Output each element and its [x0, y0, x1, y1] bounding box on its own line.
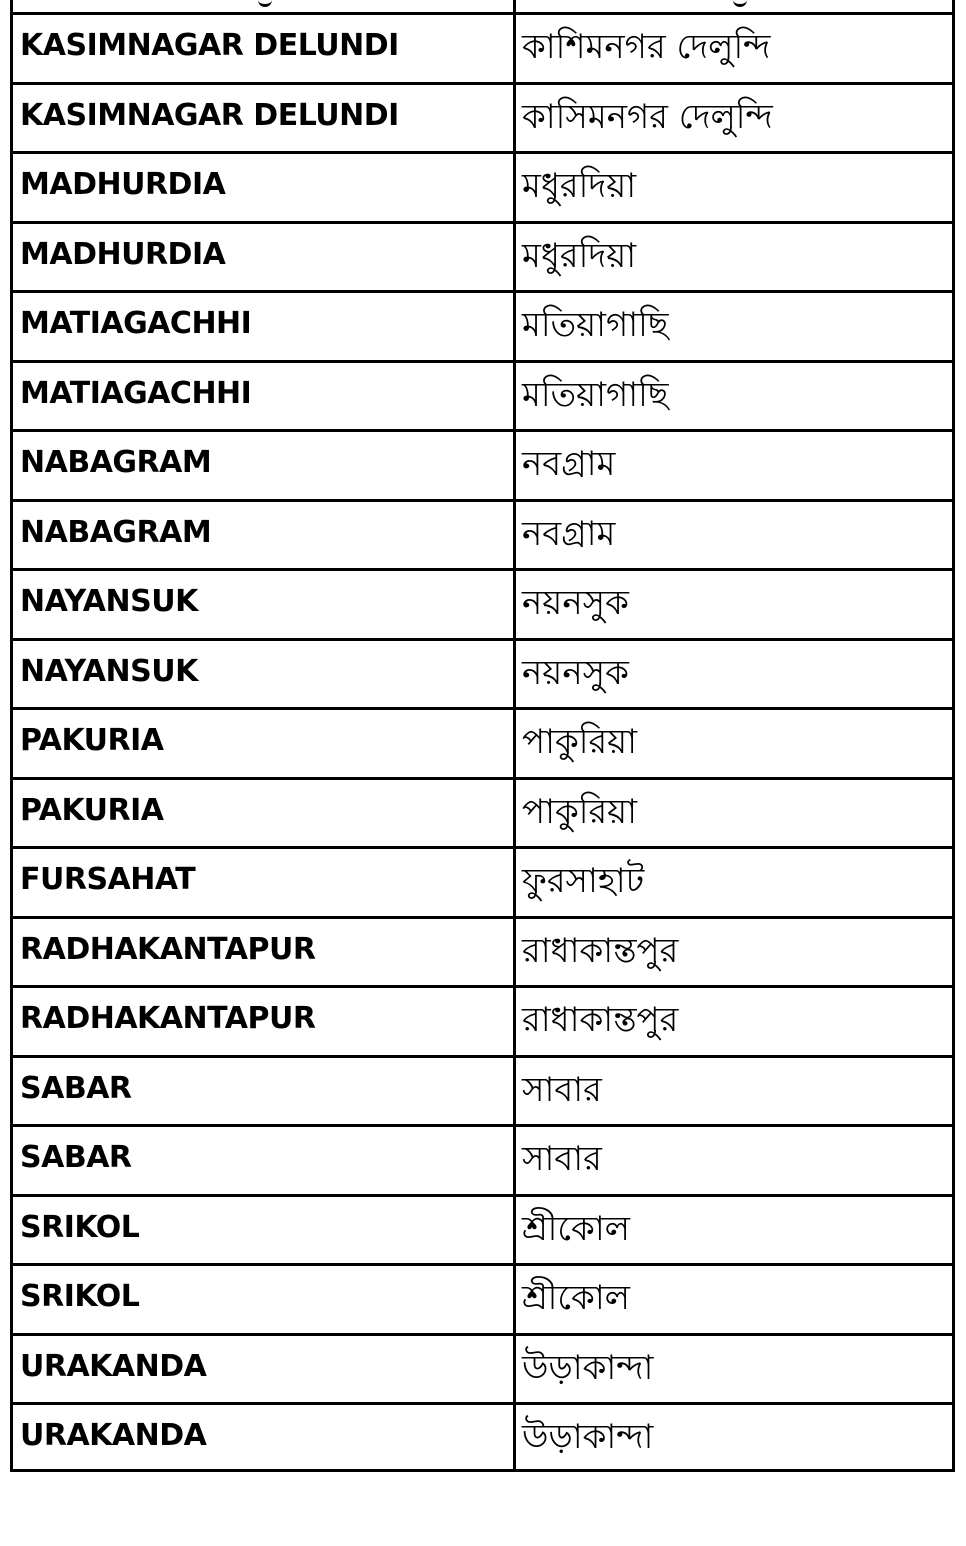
- english-name-cell: PAKURIA: [20, 792, 164, 828]
- bengali-name-cell: সাবার: [522, 1069, 602, 1110]
- table-row: [10, 985, 955, 1055]
- bengali-name-cell: উড়াকান্দা: [522, 1347, 654, 1388]
- english-name-cell: FURSAHAT: [20, 862, 196, 897]
- table-row: [10, 360, 955, 430]
- english-name-cell: MADHURDIA: [20, 236, 226, 272]
- table-row: [10, 1263, 955, 1333]
- table-row: [10, 151, 955, 221]
- bengali-name-cell: শ্রীকোল: [522, 1208, 631, 1249]
- english-name-cell: NAYANSUK: [20, 584, 198, 619]
- bengali-name-cell: মধুরদিয়া: [522, 166, 637, 206]
- english-name-cell: SABAR: [20, 1140, 132, 1175]
- english-name-cell: SRIKOL: [20, 1209, 140, 1245]
- bengali-name-cell: মতিয়াগাছি: [522, 305, 669, 345]
- bengali-name-cell: সাবার: [522, 1139, 602, 1179]
- english-name-cell: RADHAKANTAPUR: [20, 1001, 316, 1036]
- english-name-cell: MATIAGACHHI: [20, 306, 252, 341]
- english-name-cell: MATIAGACHHI: [20, 375, 252, 411]
- table-row: [10, 568, 955, 638]
- table-row: [10, 707, 955, 777]
- english-name-cell: KASIMNAGAR DELUNDI: [20, 28, 399, 63]
- bengali-name-cell: নয়নসুক: [522, 652, 629, 693]
- english-name-cell: NABAGRAM: [20, 445, 212, 480]
- bengali-name-cell: কাসিমনগর দেলুন্দি: [522, 96, 773, 137]
- bengali-name-cell: কাশিমনগর দেলুন্দি: [522, 27, 771, 67]
- table-row: [10, 638, 955, 708]
- bengali-name-cell: রাধাকান্তপুর: [522, 1000, 679, 1040]
- english-name-cell: NABAGRAM: [20, 514, 212, 550]
- english-name-cell: MADHURDIA: [20, 167, 226, 202]
- table-row: [10, 499, 955, 569]
- table-row: [10, 1124, 955, 1194]
- table-row: [10, 777, 955, 847]
- bengali-name-cell: নবগ্রাম: [522, 513, 616, 554]
- bengali-name-cell: উড়াকান্দা: [522, 1417, 654, 1457]
- bengali-name-cell: মতিয়াগাছি: [522, 374, 669, 415]
- english-name-cell: SRIKOL: [20, 1279, 140, 1314]
- village-name-table: [10, 12, 955, 1472]
- english-name-cell: URAKANDA: [20, 1418, 207, 1453]
- bengali-name-cell: রাধাকান্তপুর: [522, 930, 679, 971]
- bengali-name-cell: নবগ্রাম: [522, 444, 616, 484]
- clipped-header-glyph: [733, 0, 747, 7]
- english-name-cell: URAKANDA: [20, 1348, 207, 1384]
- english-name-cell: KASIMNAGAR DELUNDI: [20, 97, 399, 133]
- table-row: [10, 290, 955, 360]
- english-name-cell: SABAR: [20, 1070, 132, 1106]
- table-row: [10, 1402, 955, 1472]
- table-row: [10, 82, 955, 152]
- table-row: [10, 429, 955, 499]
- bengali-name-cell: শ্রীকোল: [522, 1278, 631, 1318]
- table-row: [10, 846, 955, 916]
- table-row: [10, 1055, 955, 1125]
- bengali-name-cell: মধুরদিয়া: [522, 235, 637, 276]
- bengali-name-cell: পাকুরিয়া: [522, 722, 638, 762]
- bengali-name-cell: নয়নসুক: [522, 583, 629, 623]
- bengali-name-cell: পাকুরিয়া: [522, 791, 638, 832]
- english-name-cell: PAKURIA: [20, 723, 164, 758]
- table-row: [10, 1194, 955, 1264]
- table-row: [10, 916, 955, 986]
- english-name-cell: RADHAKANTAPUR: [20, 931, 316, 967]
- table-row: [10, 12, 955, 82]
- clipped-header-glyph: [258, 0, 272, 7]
- table-row: [10, 1333, 955, 1403]
- bengali-name-cell: ফুরসাহাট: [522, 861, 645, 901]
- table-row: [10, 221, 955, 291]
- english-name-cell: NAYANSUK: [20, 653, 198, 689]
